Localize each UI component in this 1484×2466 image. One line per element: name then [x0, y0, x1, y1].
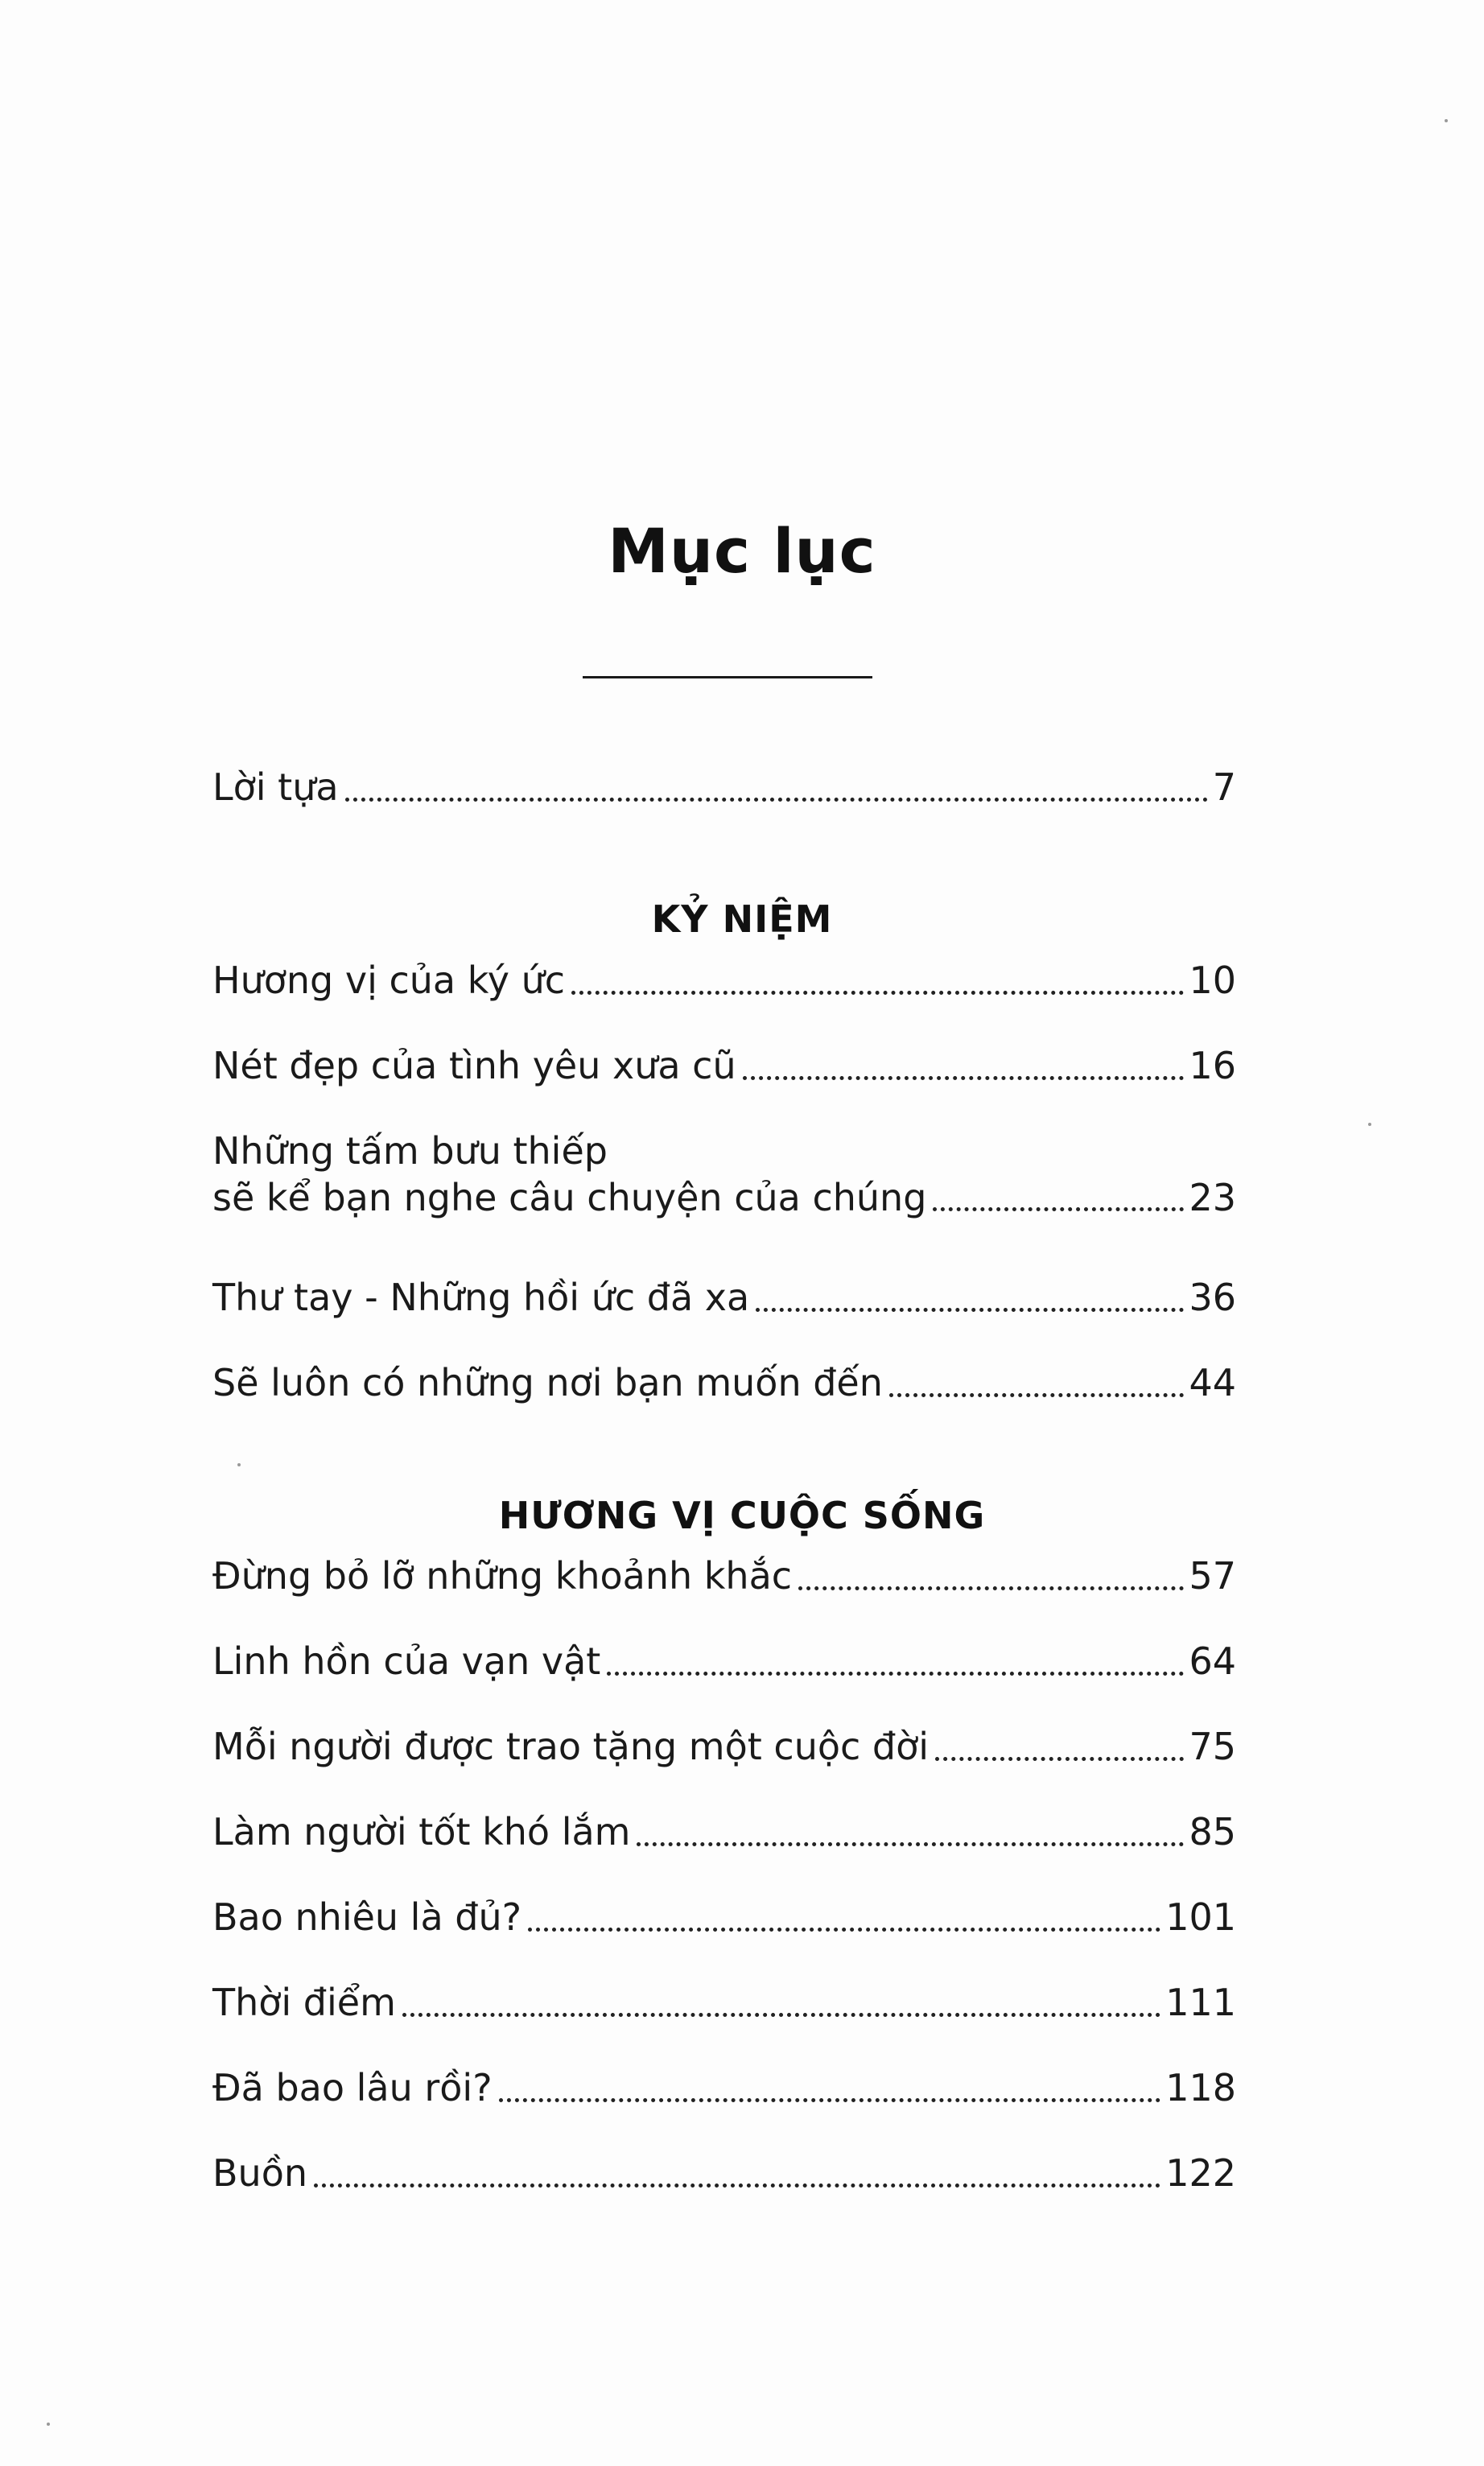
toc-entry-label: Bao nhiêu là đủ?: [212, 1895, 522, 1939]
toc-entry-label: Đừng bỏ lỡ những khoảnh khắc: [212, 1554, 793, 1598]
toc-entry-label: Buồn: [212, 2151, 308, 2195]
toc-entry: [212, 1553, 1236, 1600]
dot-leader: [933, 1207, 1184, 1211]
toc-entry-label: Thời điểm: [212, 1981, 396, 2024]
toc-entry: [212, 1895, 1236, 1941]
dot-leader: [889, 1393, 1185, 1397]
dot-leader: [607, 1672, 1184, 1676]
toc-entry-page: 23: [1189, 1175, 1236, 1219]
section-heading-ky-niem: KỶ NIỆM: [651, 897, 833, 941]
toc-entry-label: Thư tay - Những hồi ức đã xa: [212, 1276, 750, 1319]
dot-leader: [499, 2098, 1161, 2102]
toc-entry: [212, 1128, 1236, 1221]
toc-entry-page: 7: [1212, 765, 1236, 809]
toc-entry: [212, 2065, 1236, 2112]
toc-entry: [212, 1043, 1236, 1090]
dot-leader: [314, 2184, 1160, 2188]
toc-entry-page: 16: [1189, 1044, 1236, 1087]
toc-entry-label: [212, 1128, 926, 1221]
toc-entry-page: 85: [1189, 1810, 1236, 1854]
dot-leader: [935, 1757, 1184, 1761]
toc-entry-label: Nét đẹp của tình yêu xưa cũ: [212, 1044, 736, 1087]
dot-leader: [571, 991, 1184, 995]
page-title: Mục lục: [608, 515, 876, 587]
title-divider: [583, 676, 872, 678]
scan-speck: [1445, 119, 1448, 122]
toc-entry-page: 122: [1165, 2151, 1236, 2195]
toc-entry-label: Sẽ luôn có những nơi bạn muốn đến: [212, 1361, 883, 1404]
toc-entry-page: 111: [1165, 1981, 1236, 2024]
section-heading-huong-vi-cuoc-song: HƯƠNG VỊ CUỘC SỐNG: [498, 1494, 986, 1537]
toc-entry: [212, 1724, 1236, 1771]
toc-entry: [212, 1360, 1236, 1407]
toc-entry-page: 118: [1165, 2066, 1236, 2109]
scan-speck: [1368, 1123, 1371, 1126]
toc-entry-label: Linh hồn của vạn vật: [212, 1639, 601, 1683]
toc-entry: [212, 1275, 1236, 1322]
dot-leader: [743, 1076, 1185, 1080]
dot-leader: [798, 1586, 1184, 1590]
toc-entry: [212, 1809, 1236, 1856]
toc-entry: [212, 1639, 1236, 1685]
dot-leader: [528, 1928, 1160, 1932]
toc-entry-page: 64: [1189, 1639, 1236, 1683]
toc-entry-label: Hương vị của ký ức: [212, 959, 566, 1002]
scan-speck: [47, 2423, 50, 2426]
toc-entry-label: Mỗi người được trao tặng một cuộc đời: [212, 1725, 930, 1768]
toc-entry-page: 57: [1189, 1554, 1236, 1598]
toc-entry: [212, 958, 1236, 1004]
toc-entry: [212, 1980, 1236, 2027]
toc-entry-label-line: Những tấm bưu thiếp: [212, 1129, 608, 1173]
toc-entry-label: Lời tựa: [212, 765, 339, 809]
dot-leader: [345, 798, 1208, 802]
scan-speck: [237, 1463, 241, 1466]
toc-entry-page: 36: [1189, 1276, 1236, 1319]
toc-entry-page: 101: [1165, 1895, 1236, 1939]
toc-entry-label: Đã bao lâu rồi?: [212, 2066, 493, 2109]
toc-entry-label: Làm người tốt khó lắm: [212, 1810, 631, 1854]
toc-entry-page: 10: [1189, 959, 1236, 1002]
toc-entry-page: 44: [1189, 1361, 1236, 1404]
toc-entry-label-line: sẽ kể bạn nghe câu chuyện của chúng: [212, 1175, 927, 1219]
toc-entry: [212, 2151, 1236, 2197]
dot-leader: [402, 2013, 1160, 2017]
dot-leader: [756, 1308, 1184, 1312]
dot-leader: [637, 1842, 1184, 1846]
toc-entry-page: 75: [1189, 1725, 1236, 1768]
toc-entry-preface: [212, 765, 1236, 811]
